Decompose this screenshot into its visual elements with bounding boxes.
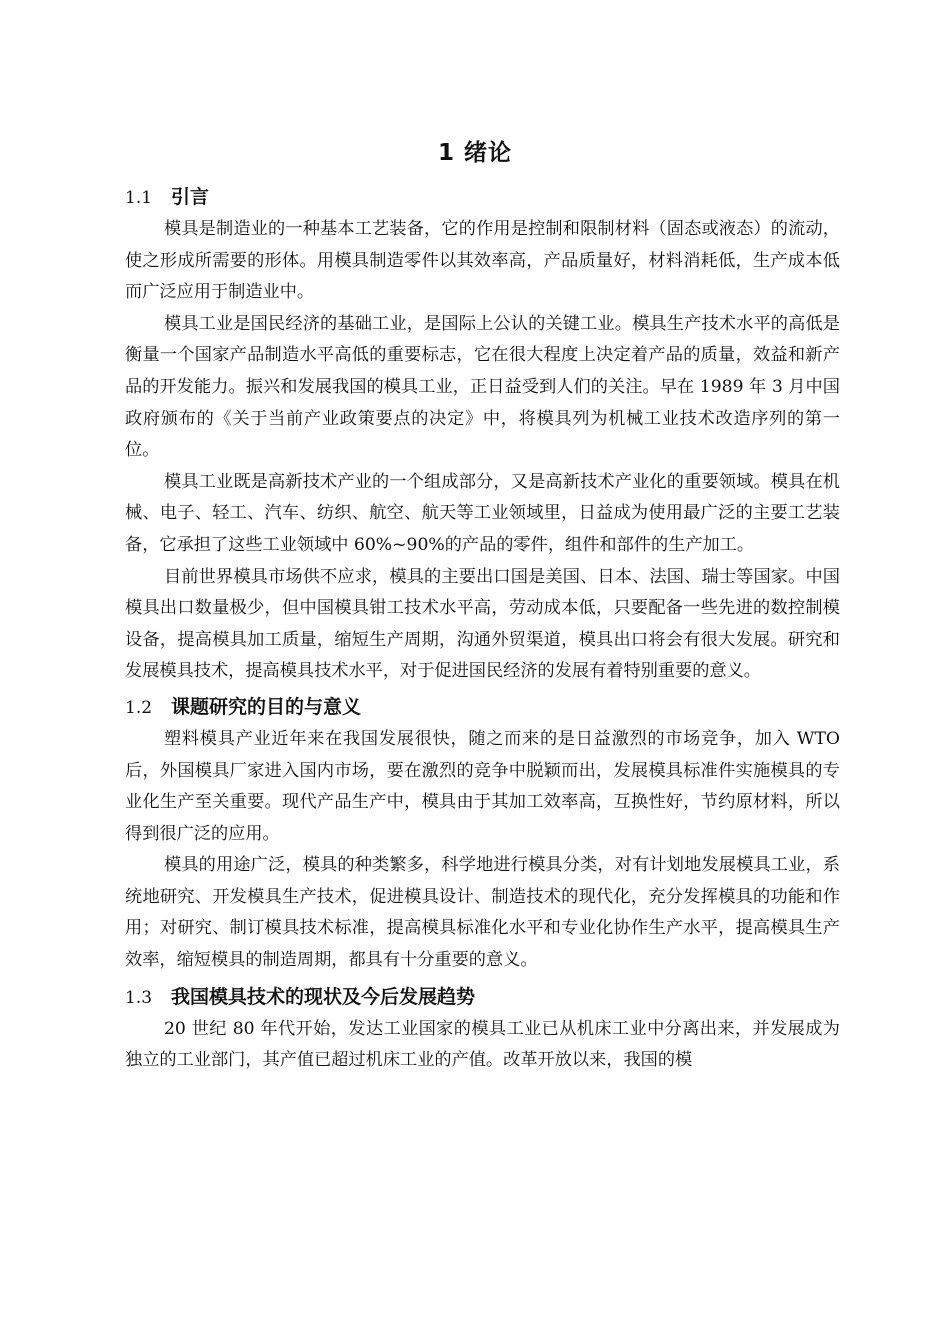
paragraph: 模具是制造业的一种基本工艺装备，它的作用是控制和限制材料（固态或液态）的流动，使之形成所需要的形体。用模具制造零件以其效率高，产品质量好，材料消耗低，生产成本低而广泛应用于制造业中。 bbox=[125, 219, 840, 303]
section-heading bbox=[125, 180, 840, 214]
section-number: 1.2 bbox=[125, 697, 153, 718]
paragraph: 20 世纪 80 年代开始，发达工业国家的模具工业已从机床工业中分离出来，并发展成为独立的工业部门，其产值已超过机床工业的产值。改革开放以来，我国的模 bbox=[125, 1018, 840, 1071]
document-body bbox=[125, 180, 840, 1077]
paragraph: 模具的用途广泛，模具的种类繁多，科学地进行模具分类，对有计划地发展模具工业，系统地研究、开发模具生产技术，促进模具设计、制造技术的现代化，充分发挥模具的功能和作用；对研究、制订模具技术标准，提高模具标准化水平和专业化协作生产水平，提高模具生产效率，缩短模具的制造周期，都具有十分重要的意义。 bbox=[125, 855, 840, 971]
section-heading bbox=[125, 980, 840, 1014]
section-title: 课题研究的目的与意义 bbox=[171, 695, 362, 718]
paragraph: 模具工业既是高新技术产业的一个组成部分，又是高新技术产业化的重要领域。模具在机械、电子、轻工、汽车、纺织、航空、航天等工业领域里，日益成为使用最广泛的主要工艺装备，它承担了这些工业领域中 60%~90%的产品的零件，组件和部件的生产加工。 bbox=[125, 471, 840, 555]
paragraph: 塑料模具产业近年来在我国发展很快，随之而来的是日益激烈的市场竞争，加入 WTO 后，外国模具厂家进入国内市场，要在激烈的竞争中脱颖而出，发展模具标准件实施模具的专业化生产至关重要。现代产品生产中，模具由于其加工效率高，互换性好，节约原材料，所以得到很广泛的应用。 bbox=[125, 728, 840, 844]
section-title: 引言 bbox=[171, 186, 210, 208]
section-status-and-trends bbox=[125, 980, 840, 1077]
section-title: 我国模具技术的现状及今后发展趋势 bbox=[171, 985, 476, 1008]
chapter-title: 1 绪论 bbox=[437, 140, 512, 166]
section-introduction bbox=[125, 180, 840, 688]
section-purpose bbox=[125, 690, 840, 977]
section-number: 1.3 bbox=[125, 987, 153, 1008]
section-heading bbox=[125, 690, 840, 724]
paragraph: 模具工业是国民经济的基础工业，是国际上公认的关键工业。模具生产技术水平的高低是衡量一个国家产品制造水平高低的重要标志，它在很大程度上决定着产品的质量，效益和新产品的开发能力。振兴和发展我国的模具工业，正日益受到人们的关注。早在 1989 年 3 月中国政府颁布的《关于当前产业政策要点的决定》中，将模具列为机械工业技术改造序列的第一位。 bbox=[125, 313, 840, 461]
paragraph: 目前世界模具市场供不应求，模具的主要出口国是美国、日本、法国、瑞士等国家。中国模具出口数量极少，但中国模具钳工技术水平高，劳动成本低，只要配备一些先进的数控制模设备，提高模具加工质量，缩短生产周期，沟通外贸渠道，模具出口将会有很大发展。研究和发展模具技术，提高模具技术水平，对于促进国民经济的发展有着特别重要的意义。 bbox=[125, 566, 840, 682]
section-number: 1.1 bbox=[125, 188, 153, 208]
